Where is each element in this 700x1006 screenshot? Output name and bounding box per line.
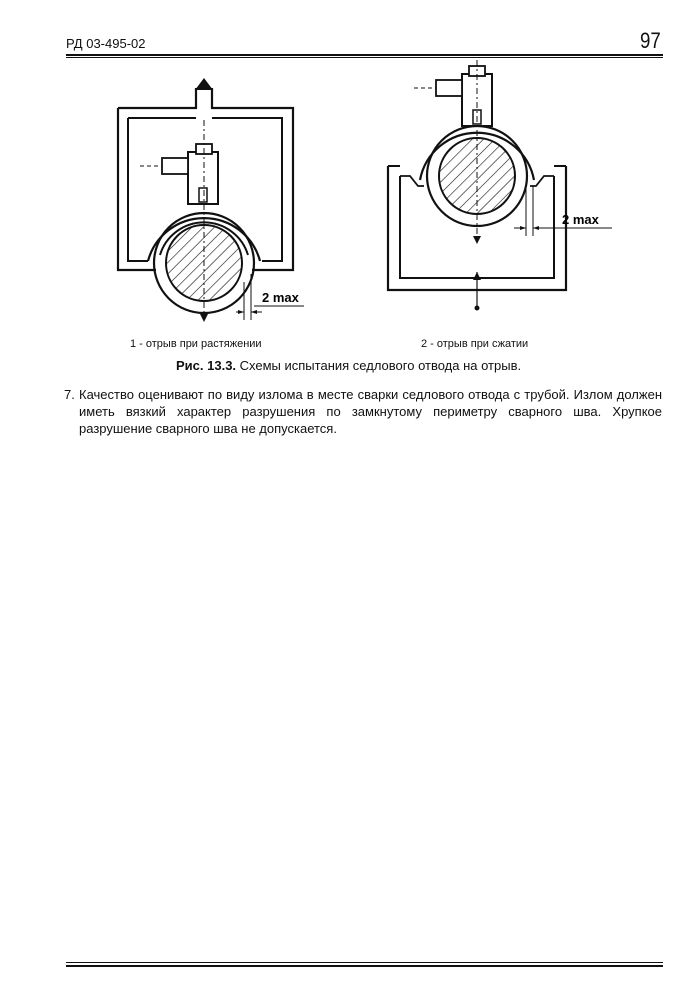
figure-title-text: Схемы испытания седлового отвода на отрыв.: [236, 358, 522, 373]
figure-title: [176, 358, 521, 373]
page-number: 97: [640, 28, 661, 53]
saddle-test-diagram: [0, 0, 700, 340]
footer-rule: [66, 965, 663, 967]
tension-scheme: [118, 78, 304, 322]
dimension-label-right: 2 max: [562, 212, 599, 227]
figure-number: Рис. 13.3.: [176, 358, 237, 373]
caption-tension: 1 - отрыв при растяжении: [130, 338, 262, 350]
item-number: 7.: [64, 387, 75, 402]
caption-compression: 2 - отрыв при сжатии: [421, 338, 529, 350]
item-text: Качество оценивают по виду излома в месте сварки седлового отвода с трубой. Излом должен иметь вязкий характер разрушения по замкнутому периметру сварного шва. Хрупкое разрушение сварного шва не допускается.: [79, 387, 662, 436]
compression-scheme: [388, 60, 612, 311]
list-item: [64, 386, 662, 437]
dimension-label-left: 2 max: [262, 290, 299, 305]
footer-rule-thin: [66, 962, 663, 963]
document-code: РД 03-495-02: [66, 36, 146, 51]
